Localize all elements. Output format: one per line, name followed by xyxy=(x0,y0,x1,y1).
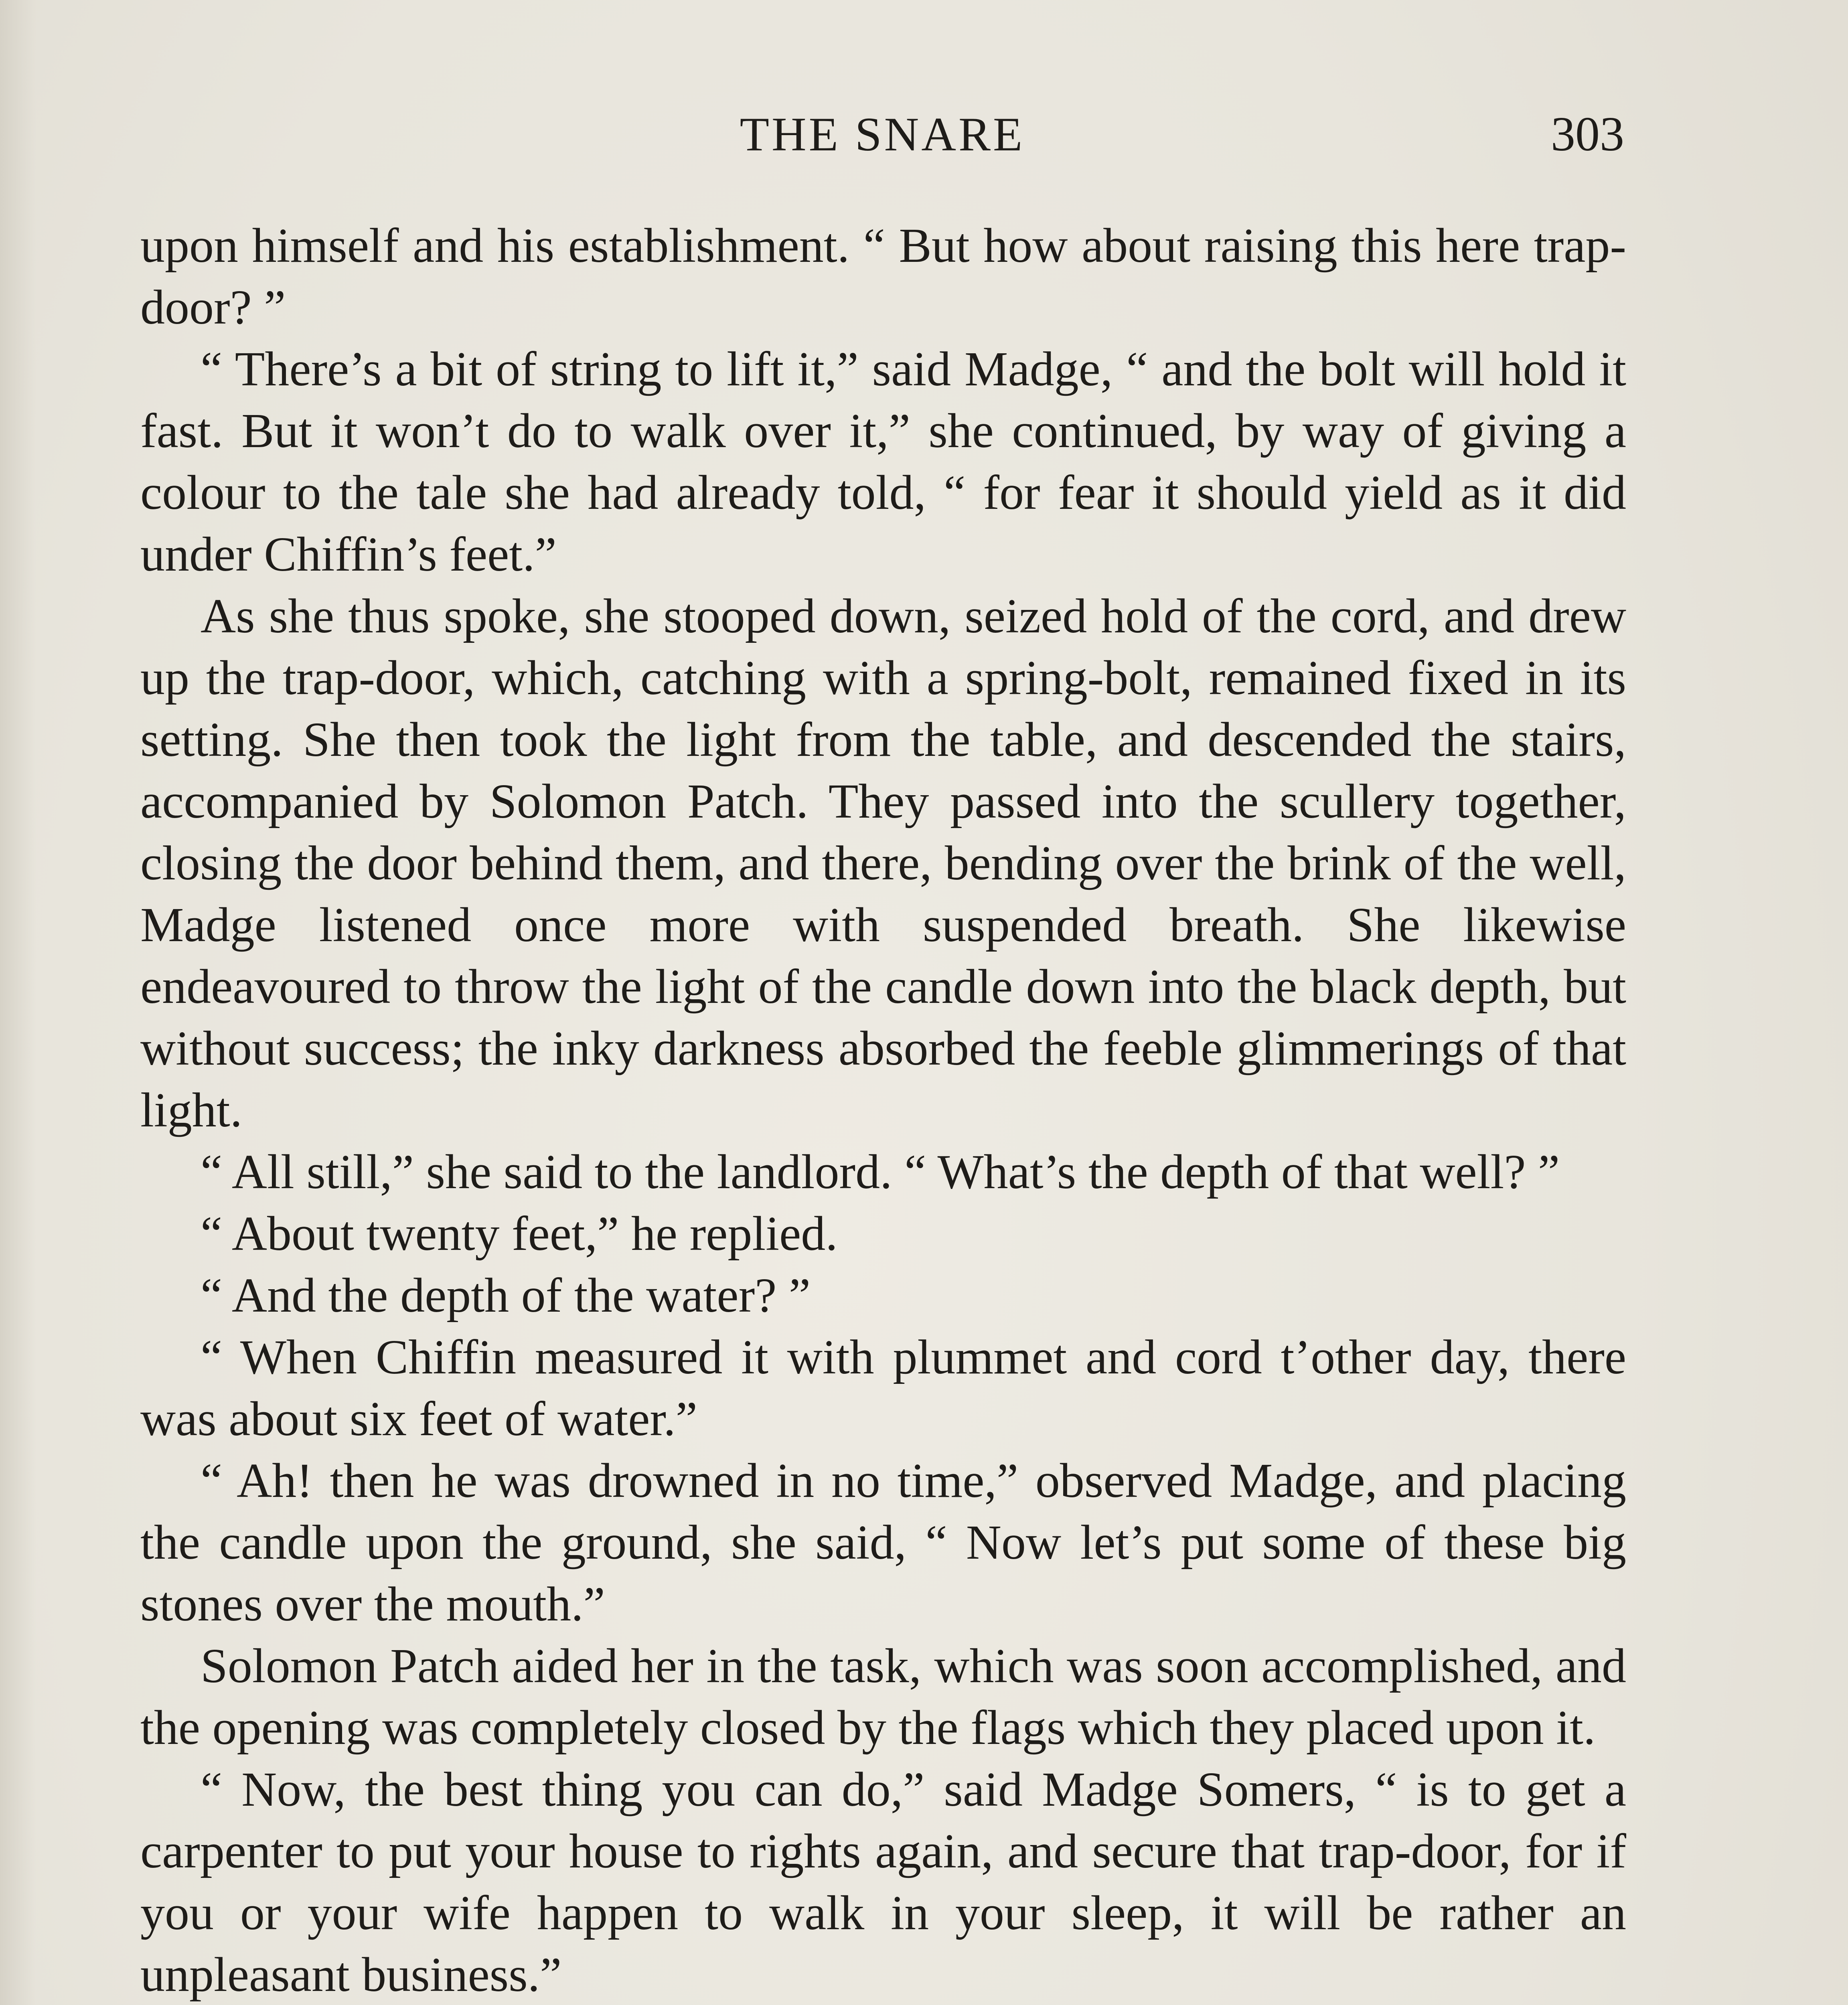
paragraph: “ There’s a bit of string to lift it,” said Madge, “ and the bolt will hold it fast. But it won’t do to walk over it,” she continued, by way of giving a colour to the tale she had already told, “ for fear it should yield as it did under Chiffin’s feet.” xyxy=(140,342,1626,581)
paragraph: “ About twenty feet,” he replied. xyxy=(201,1207,838,1261)
paragraph: Solomon Patch aided her in the task, which was soon accomplished, and the opening was completely closed by the flags which they placed upon it. xyxy=(140,1639,1626,1755)
running-title: THE SNARE xyxy=(740,107,1025,161)
paragraph: “ When Chiffin measured it with plummet and cord t’other day, there was about six feet of water.” xyxy=(140,1330,1626,1446)
paragraph: upon himself and his establishment. “ But how about raising this here trap-door? ” xyxy=(140,219,1626,334)
paragraph: “ Now, the best thing you can do,” said Madge Somers, “ is to get a carpenter to put your house to rights again, and secure that trap-door, for if you or your wife happen to walk in your sleep, it will be rather an unpleasant business.” xyxy=(140,1762,1626,2002)
body-text xyxy=(140,215,1626,2005)
running-head xyxy=(140,100,1624,168)
gutter-shadow xyxy=(0,0,36,2005)
paragraph: As she thus spoke, she stooped down, seized hold of the cord, and drew up the trap-door, which, catching with a spring-bolt, remained fixed in its setting. She then took the light from the table, and descended the stairs, accompanied by Solomon Patch. They passed into the scullery together, closing the door behind them, and there, bending over the brink of the well, Madge listened once more with suspended breath. She likewise endeavoured to throw the light of the candle down into the black depth, but without success; the inky darkness absorbed the feeble glimmerings of that light. xyxy=(140,589,1626,1137)
paragraph: “ All still,” she said to the landlord. “ What’s the depth of that well? ” xyxy=(201,1145,1560,1199)
page-number: 303 xyxy=(1551,107,1624,161)
paragraph: “ And the depth of the water? ” xyxy=(201,1268,811,1322)
paragraph: “ Ah! then he was drowned in no time,” observed Madge, and placing the candle upon the ground, she said, “ Now let’s put some of these big stones over the mouth.” xyxy=(140,1454,1626,1631)
